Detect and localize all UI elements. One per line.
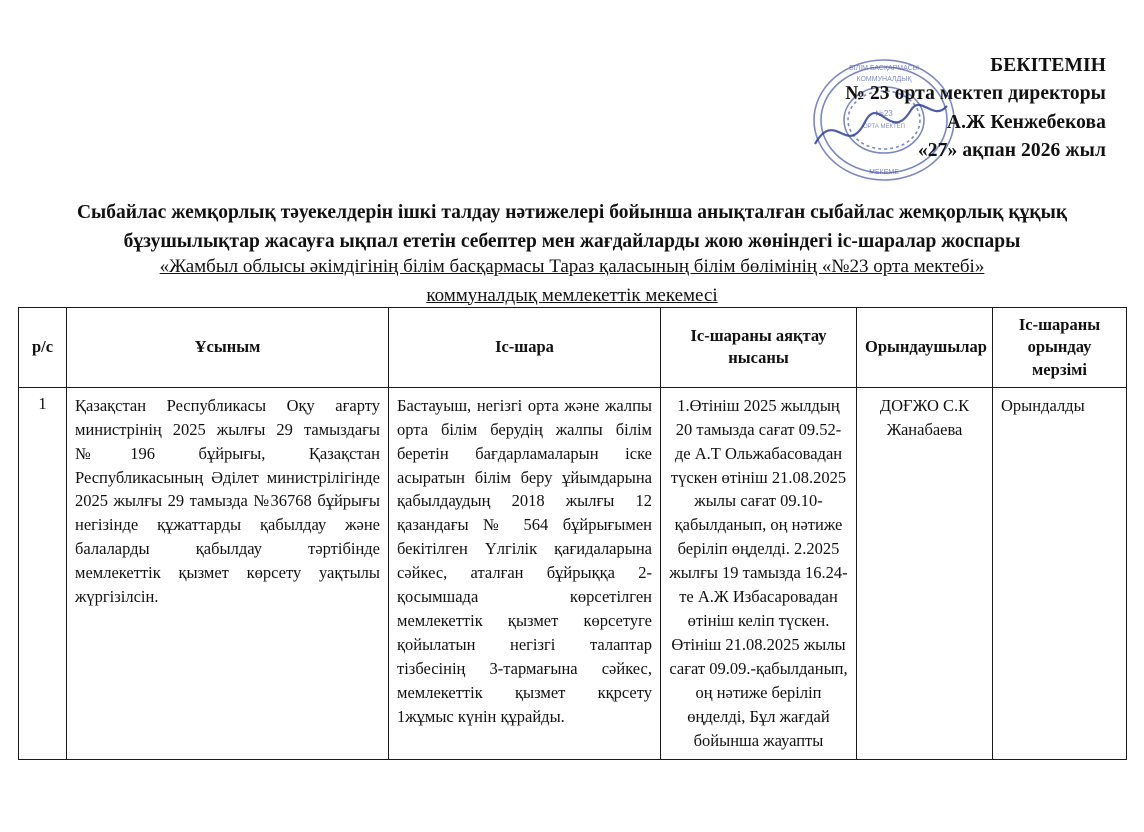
svg-text:№23: №23 xyxy=(875,109,893,118)
table-header-row xyxy=(19,308,1127,388)
cell-term: Орындалды xyxy=(993,387,1127,759)
approval-line-4: «27» ақпан 2026 жыл xyxy=(917,139,1106,161)
approval-line-2: № 23 орта мектеп директоры xyxy=(845,83,1106,105)
cell-executors: ДОҒЖО С.К Жанабаева xyxy=(857,387,993,759)
approval-block xyxy=(676,52,1106,165)
document-title: Сыбайлас жемқорлық тәуекелдерін ішкі талдау нәтижелері бойынша анықталған сыбайлас жемқорлық құқық бұзушылықтар жасауға ықпал ететін себептер мен жағдайларды жою жөніндегі іс-шаралар жоспары xyxy=(76,202,1068,253)
approval-line-3: А.Ж Кенжебекова xyxy=(946,111,1106,133)
header-action: Іс-шара xyxy=(389,308,661,388)
header-recommendation: Ұсыным xyxy=(67,308,389,388)
measures-table xyxy=(18,307,1127,760)
header-term: Іс-шараны орындау мерзімі xyxy=(993,308,1127,388)
header-executors: Орындаушылар xyxy=(857,308,993,388)
cell-num: 1 xyxy=(19,387,67,759)
organization-line-1: «Жамбыл облысы әкімдігінің білім басқармасы Тараз қаласының білім бөлімінің «№23 орта мектебі» xyxy=(159,256,985,277)
header-num: р/с xyxy=(19,308,67,388)
svg-text:КОММУНАЛДЫҚ: КОММУНАЛДЫҚ xyxy=(856,76,912,83)
header-completion-form: Іс-шараны аяқтау нысаны xyxy=(661,308,857,388)
svg-text:ОРТА МЕКТЕП: ОРТА МЕКТЕП xyxy=(862,124,906,130)
organization-subtitle xyxy=(60,253,1084,310)
organization-line-2: коммуналдық мемлекеттік мекемесі xyxy=(426,284,718,306)
cell-action: Бастауыш, негізгі орта және жалпы орта білім берудің жалпы білім беретін бағдарламаларын іске асыратын білім беру ұйымдарына қабылдаудың 2018 жылғы 12 қазандағы № 564 бұйрығымен бекітілген Үлгілік қағидаларына сәйкес, аталған бұйрыққа 2- қосымшада көрсетілген мемлекеттік қызмет көрсетуге қойылатын негізгі талаптар тізбесінің 3-тармағына сәйкес, мемлекеттік қызмет кқрсету 1жұмыс күнін құрайды. xyxy=(389,387,661,759)
table-row xyxy=(19,387,1127,759)
approval-line-1: БЕКІТЕМІН xyxy=(990,55,1106,76)
svg-text:БІЛІМ БАСҚАРМАСЫ: БІЛІМ БАСҚАРМАСЫ xyxy=(849,65,919,72)
svg-text:МЕКЕМЕ: МЕКЕМЕ xyxy=(869,169,899,176)
cell-recommendation: Қазақстан Республикасы Оқу ағарту министрінің 2025 жылғы 29 тамыздағы №196 бұйрығы, Қазақстан Республикасының Әділет министрілігінде 2025 жылғы 29 тамызда №36768 бұйрығы негізінде құжаттарды қабылдау және балаларды қабылдау тәртібінде мемлекеттік қызмет көрсету уақтылы жүргізілсін. xyxy=(67,387,389,759)
cell-completion-form: 1.Өтініш 2025 жылдың 20 тамызда сағат 09.52-де А.Т Ольжабасовадан түскен өтініш 21.08.2025 жылы сағат 09.10-қабылданып, оң нәтиже беріліп өңделді. 2.2025 жылғы 19 тамызда 16.24-те А.Ж Избасаровадан өтініш келіп түскен. Өтініш 21.08.2025 жылы сағат 09.09.-қабылданып, оң нәтиже беріліп өңделді, Бұл жағдай бойынша жауапты xyxy=(661,387,857,759)
